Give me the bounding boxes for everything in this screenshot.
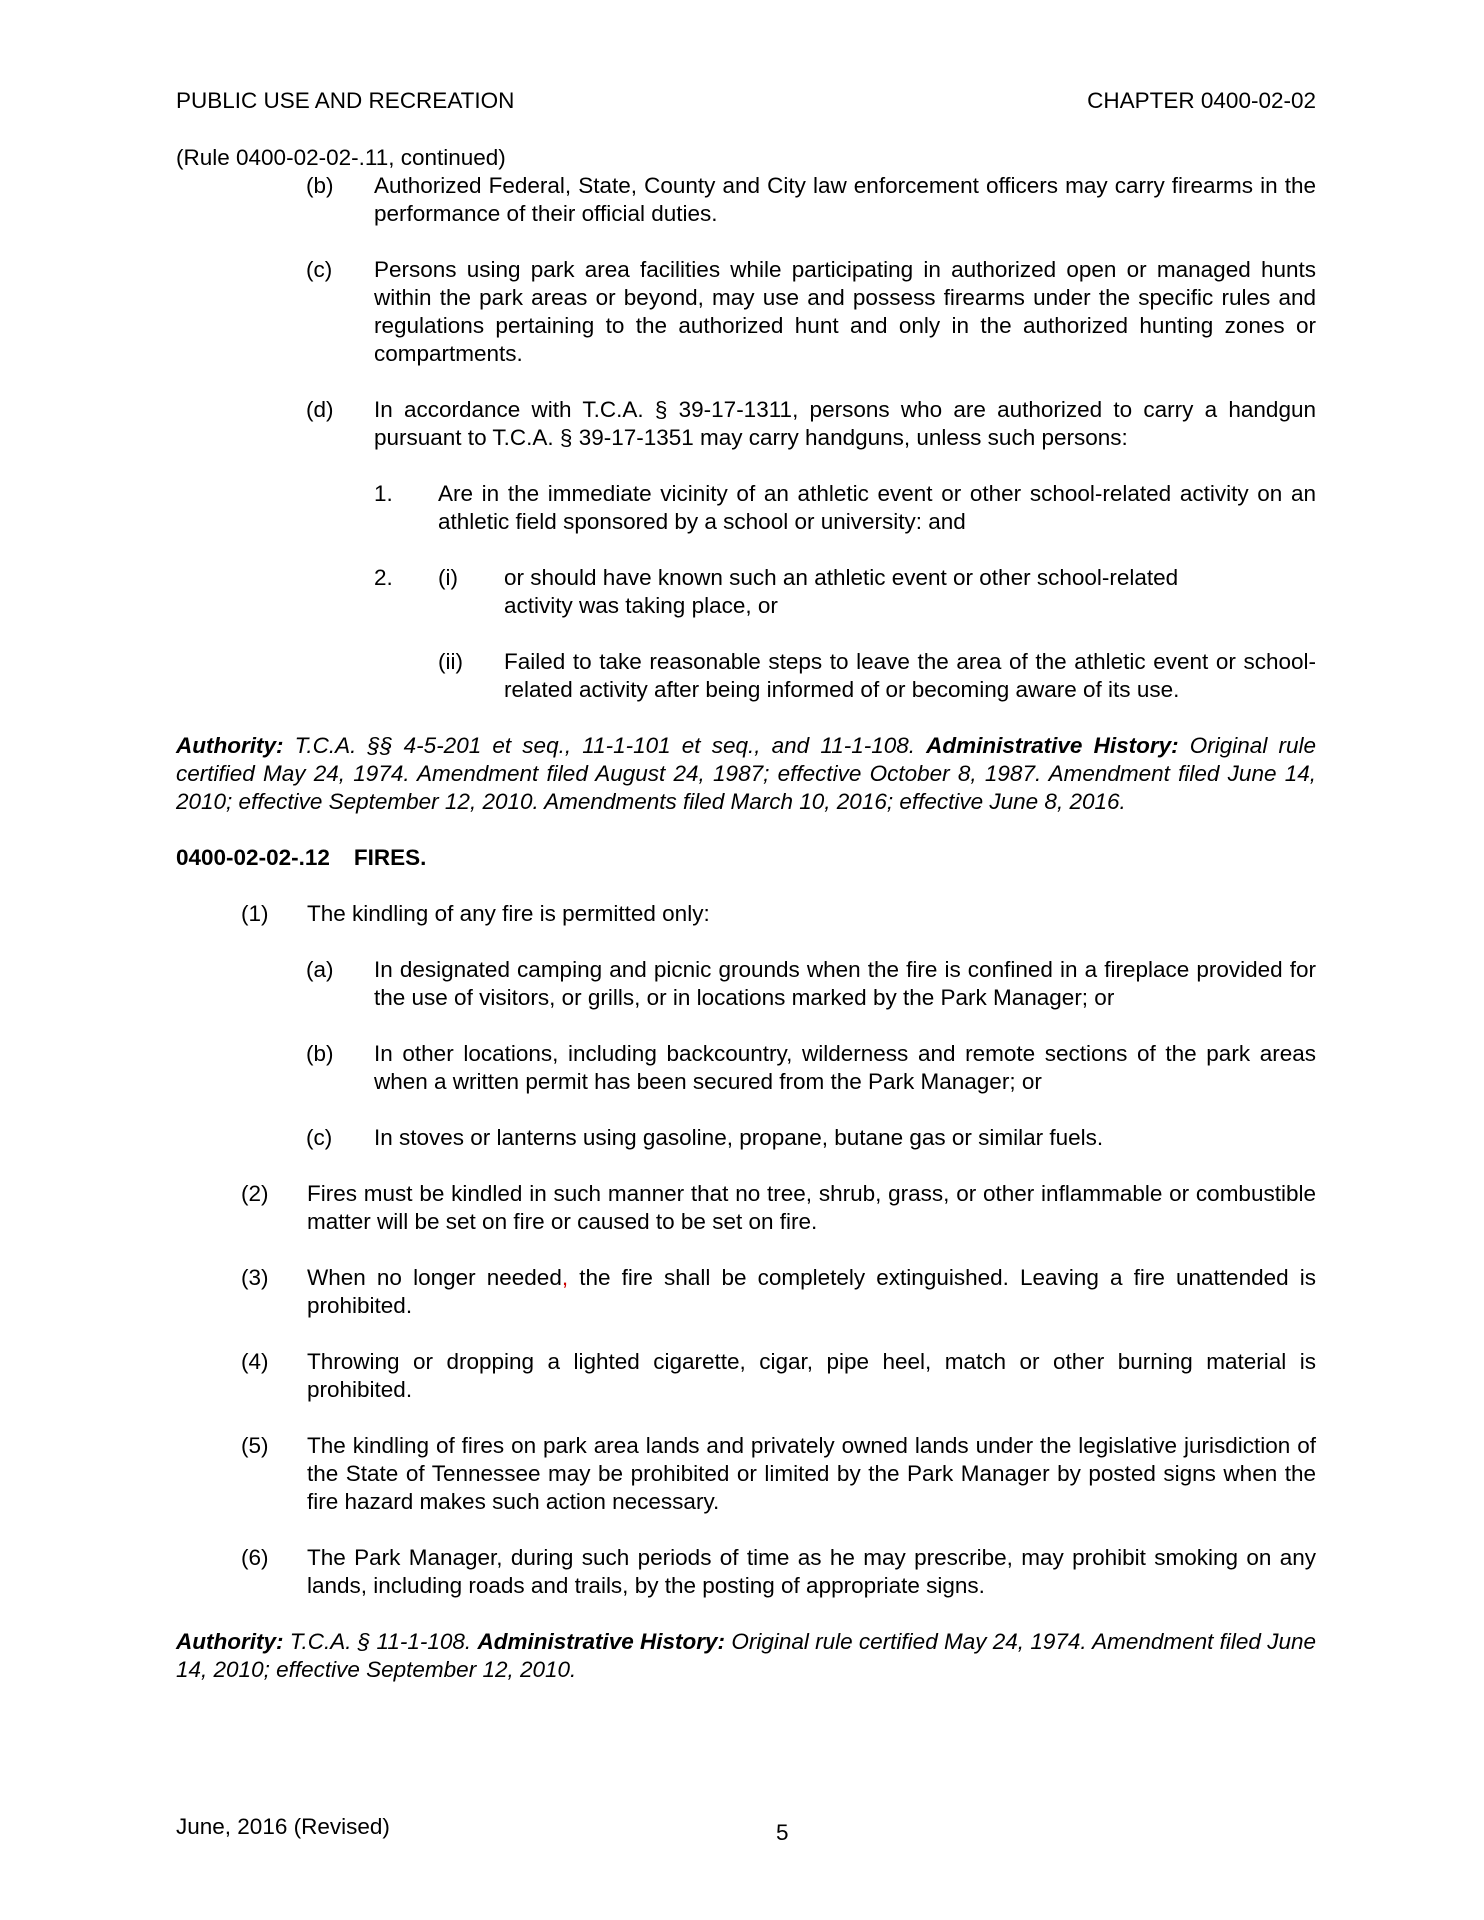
item-label: (6)	[241, 1545, 269, 1570]
fires-item-6	[176, 1544, 1316, 1600]
item-label: 1.	[374, 481, 393, 506]
rule11-item-c	[176, 256, 1316, 368]
item-text: Throwing or dropping a lighted cigarette, cigar, pipe heel, match or other burning material is prohibited.	[307, 1349, 1316, 1402]
item-text: or should have known such an athletic event or other school-related activity was taking place, or	[504, 565, 1179, 618]
authority-note-rule12	[176, 1628, 1316, 1684]
history-text: Original rule certified May 24, 1974. Amendment filed June 14, 2010; effective September 12, 2010.	[176, 1629, 1317, 1682]
item-label: (ii)	[438, 649, 463, 674]
page-content	[176, 144, 1316, 1712]
red-comma: ,	[561, 1265, 569, 1290]
item-text-after: the fire shall be completely extinguished. Leaving a fire unattended is prohibited.	[307, 1265, 1317, 1318]
history-label: Administrative History:	[477, 1629, 726, 1654]
item-label: (d)	[306, 397, 334, 422]
item-label: (c)	[306, 257, 333, 282]
item-text: In accordance with T.C.A. § 39-17-1311, persons who are authorized to carry a handgun pursuant to T.C.A. § 39-17-1351 may carry handguns, unless such persons:	[374, 397, 1316, 450]
item-label: (5)	[241, 1433, 269, 1458]
item-text: In stoves or lanterns using gasoline, propane, butane gas or similar fuels.	[374, 1125, 1104, 1150]
item-text: Are in the immediate vicinity of an athletic event or other school-related activity on an athletic field sponsored by a school or university: and	[438, 481, 1316, 534]
item-text-before: When no longer needed	[307, 1265, 562, 1290]
section-title: FIRES.	[353, 845, 427, 870]
rule11-item-d1	[176, 480, 1316, 536]
item-label: 2.	[374, 565, 393, 590]
item-label: (1)	[241, 901, 269, 926]
item-text: Persons using park area facilities while participating in authorized open or managed hunts within the park areas or beyond, may use and possess firearms under the specific rules and regulations pertaining to the authorized hunt and only in the authorized hunting zones or compartments.	[374, 257, 1316, 366]
fires-item-1a	[176, 956, 1316, 1012]
authority-label: Authority:	[176, 733, 284, 758]
item-text: Failed to take reasonable steps to leave the area of the athletic event or school-related activity after being informed of or becoming aware of its use.	[504, 649, 1316, 702]
fires-item-1b	[176, 1040, 1316, 1096]
fires-item-1	[176, 900, 1316, 928]
rule11-item-d2ii	[176, 648, 1316, 704]
item-label: (b)	[306, 1041, 334, 1066]
page-header	[176, 88, 1316, 118]
item-label: (b)	[306, 173, 334, 198]
fires-item-4	[176, 1348, 1316, 1404]
item-label: (a)	[306, 957, 334, 982]
history-label: Administrative History:	[926, 733, 1179, 758]
rule11-item-b	[176, 172, 1316, 228]
item-label: (c)	[306, 1125, 333, 1150]
item-text: In other locations, including backcountry, wilderness and remote sections of the park areas when a written permit has been secured from the Park Manager; or	[374, 1041, 1316, 1094]
rule-continued-note: (Rule 0400-02-02-.11, continued)	[176, 145, 506, 170]
rule11-item-d	[176, 396, 1316, 452]
header-chapter: CHAPTER 0400-02-02	[1087, 88, 1316, 113]
item-text: In designated camping and picnic grounds when the fire is confined in a fireplace provided for the use of visitors, or grills, or in locations marked by the Park Manager; or	[374, 957, 1316, 1010]
fires-item-3	[176, 1264, 1316, 1320]
item-text: The kindling of fires on park area lands and privately owned lands under the legislative jurisdiction of the State of Tennessee may be prohibited or limited by the Park Manager by posted signs when the fire hazard makes such action necessary.	[307, 1433, 1316, 1514]
item-text: The Park Manager, during such periods of time as he may prescribe, may prohibit smoking on any lands, including roads and trails, by the posting of appropriate signs.	[307, 1545, 1316, 1598]
fires-item-2	[176, 1180, 1316, 1236]
authority-text: T.C.A. §§ 4-5-201 et seq., 11-1-101 et seq., and 11-1-108.	[283, 733, 927, 758]
item-label: (2)	[241, 1181, 269, 1206]
item-text: Fires must be kindled in such manner that no tree, shrub, grass, or other inflammable or combustible matter will be set on fire or caused to be set on fire.	[307, 1181, 1316, 1234]
authority-text: T.C.A. § 11-1-108.	[283, 1629, 478, 1654]
section-number: 0400-02-02-.12	[176, 845, 330, 870]
item-text: The kindling of any fire is permitted only:	[307, 901, 710, 926]
footer-revision-date: June, 2016 (Revised)	[176, 1814, 390, 1839]
section-heading	[176, 844, 1316, 872]
item-sublabel: (i)	[438, 565, 458, 590]
fires-item-1c	[176, 1124, 1316, 1152]
item-label: (3)	[241, 1265, 269, 1290]
authority-label: Authority:	[176, 1629, 284, 1654]
history-text: Original rule certified May 24, 1974. Amendment filed August 24, 1987; effective October 8, 1987. Amendment filed June 14, 2010; effective September 12, 2010. Amendments filed March 10, 2016; effective June 8, 2016.	[176, 733, 1316, 814]
header-title: PUBLIC USE AND RECREATION	[176, 88, 515, 113]
authority-note-rule11	[176, 732, 1316, 816]
fires-item-5	[176, 1432, 1316, 1516]
rule11-item-d2i	[176, 564, 1316, 620]
footer-page-number: 5	[776, 1820, 789, 1845]
item-text: Authorized Federal, State, County and City law enforcement officers may carry firearms in the performance of their official duties.	[374, 173, 1316, 226]
item-label: (4)	[241, 1349, 269, 1374]
